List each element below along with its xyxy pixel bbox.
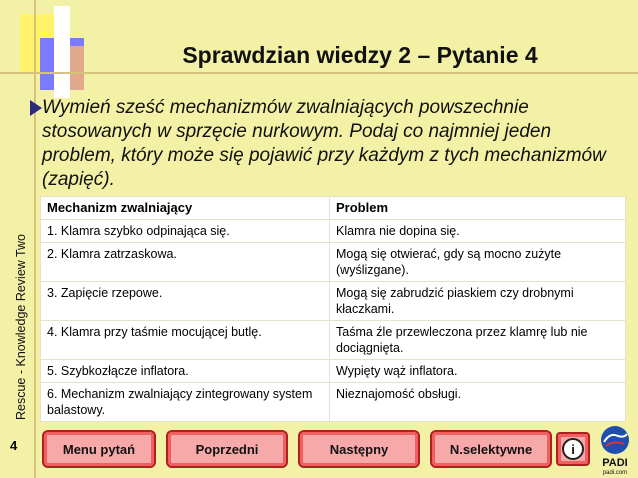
table-header-row xyxy=(41,197,626,220)
mechanism-cell: 5. Szybkozłącze inflatora. xyxy=(41,360,330,383)
mechanism-cell: 3. Zapięcie rzepowe. xyxy=(41,282,330,321)
info-icon: i xyxy=(562,438,584,460)
next-button[interactable]: Następny xyxy=(298,430,420,468)
problem-cell: Taśma źle przewleczona przez klamrę lub nie dociągnięta. xyxy=(330,321,626,360)
table-row xyxy=(41,282,626,321)
header-mechanism: Mechanizm zwalniający xyxy=(41,197,330,220)
decor-bar-white xyxy=(54,6,70,98)
problem-cell: Mogą się otwierać, gdy są mocno zużyte (wyślizgane). xyxy=(330,243,626,282)
mechanism-cell: 2. Klamra zatrzaskowa. xyxy=(41,243,330,282)
logo-subtext: padi.com xyxy=(602,470,628,476)
table-row xyxy=(41,321,626,360)
problem-cell: Mogą się zabrudzić piaskiem czy drobnymi kłaczkami. xyxy=(330,282,626,321)
problem-cell: Nieznajomość obsługi. xyxy=(330,383,626,422)
header-problem: Problem xyxy=(330,197,626,220)
mechanism-cell: 6. Mechanizm zwalniający zintegrowany system balastowy. xyxy=(41,383,330,422)
padi-logo xyxy=(594,424,636,476)
problem-cell: Wypięty wąż inflatora. xyxy=(330,360,626,383)
side-course-label: Rescue - Knowledge Review Two xyxy=(14,234,28,420)
bullet-arrow-icon xyxy=(30,100,42,116)
mechanism-cell: 1. Klamra szybko odpinająca się. xyxy=(41,220,330,243)
answer-table xyxy=(40,196,626,422)
table-row xyxy=(41,360,626,383)
info-button[interactable] xyxy=(556,432,590,466)
decor-vertical-line xyxy=(34,0,36,478)
table-row xyxy=(41,383,626,422)
table-row xyxy=(41,243,626,282)
page-number: 4 xyxy=(10,438,18,453)
table-row xyxy=(41,220,626,243)
selective-button[interactable]: N.selektywne xyxy=(430,430,552,468)
decor-horizontal-line xyxy=(0,72,638,74)
problem-cell: Klamra nie dopina się. xyxy=(330,220,626,243)
previous-button[interactable]: Poprzedni xyxy=(166,430,288,468)
logo-text: PADI xyxy=(602,457,628,469)
question-text: Wymień sześć mechanizmów zwalniających powszechnie stosowanych w sprzęcie nurkowym. Podaj co najmniej jeden problem, który może się pojawić przy każdym z tych mechanizmów (zapięć). xyxy=(42,97,606,190)
slide-title: Sprawdzian wiedzy 2 – Pytanie 4 xyxy=(182,42,538,68)
mechanism-cell: 4. Klamra przy taśmie mocującej butlę. xyxy=(41,321,330,360)
menu-button[interactable]: Menu pytań xyxy=(42,430,156,468)
question-block xyxy=(22,96,612,192)
